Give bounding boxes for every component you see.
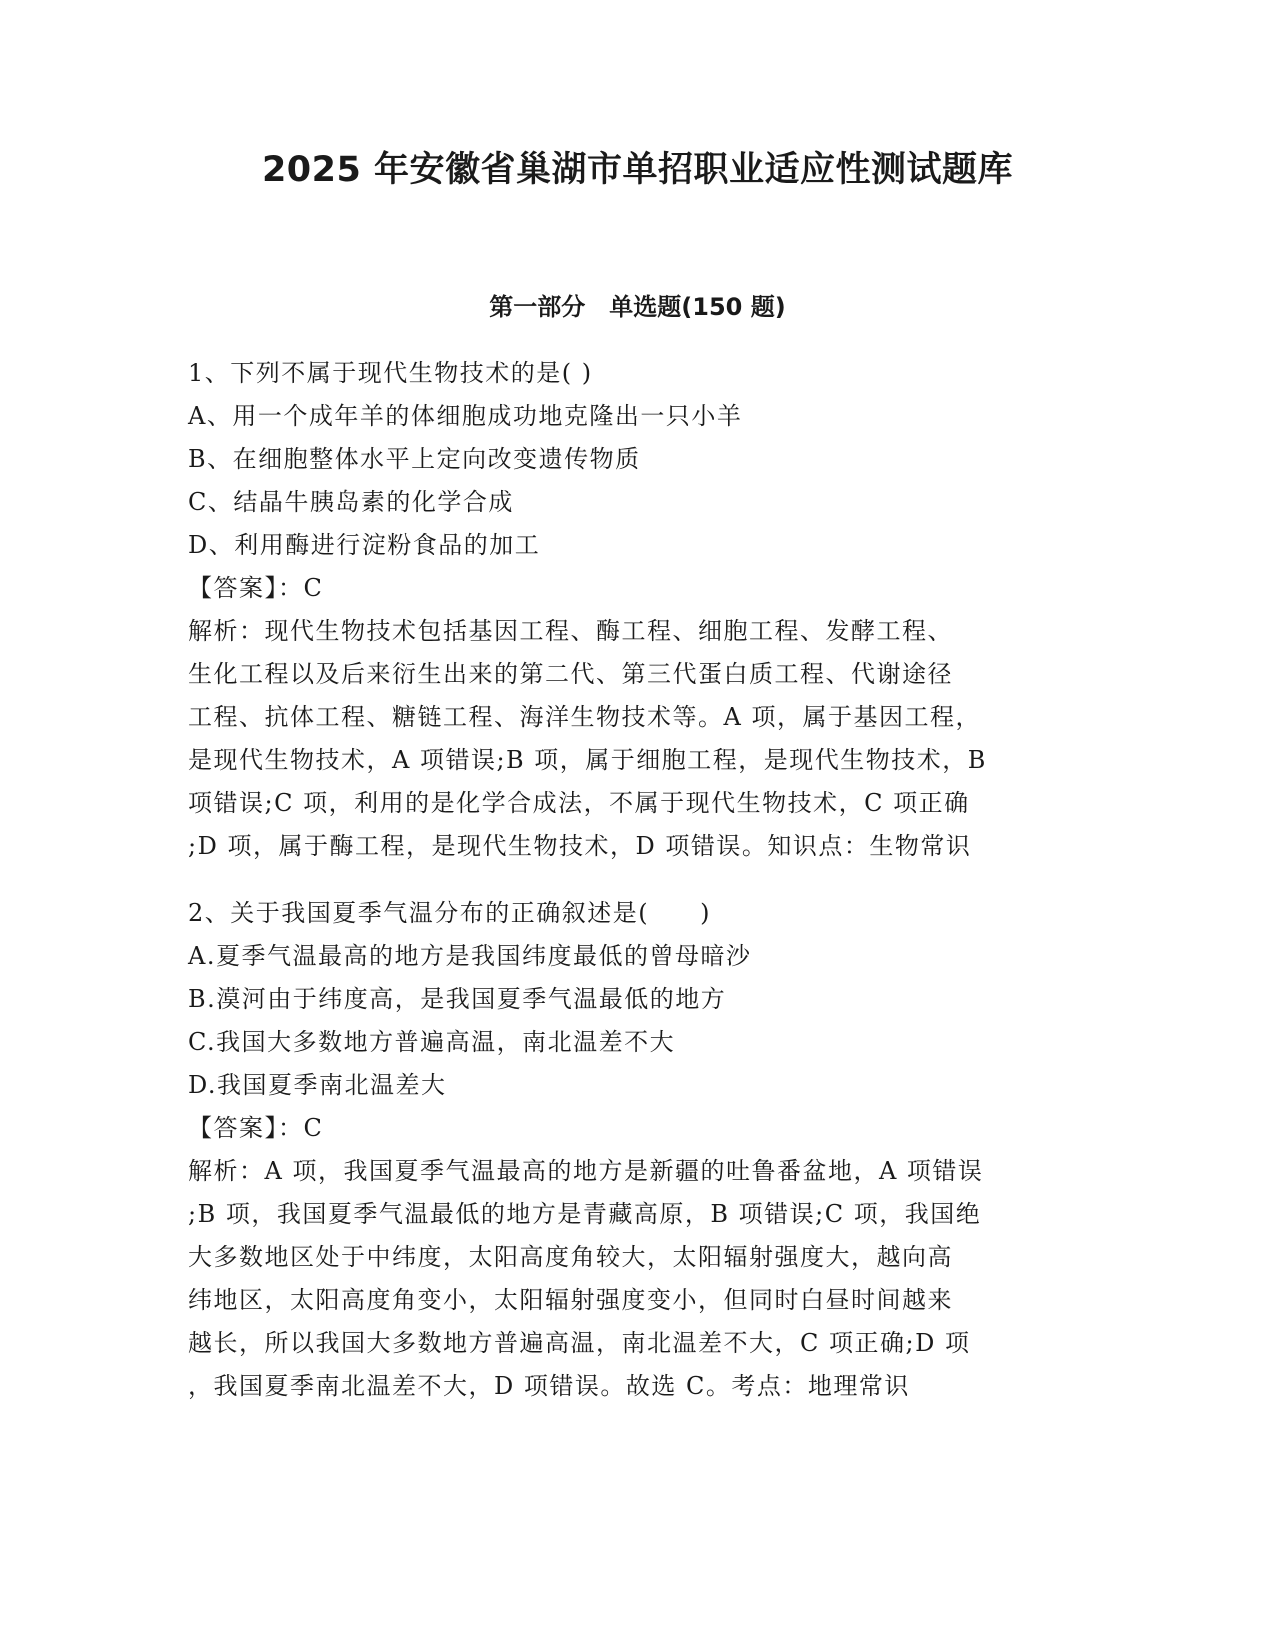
answer-line: 【答案】：C: [188, 1114, 324, 1142]
option-c: C.我国大多数地方普遍高温，南北温差不大: [188, 1028, 676, 1056]
explanation-line: ，我国夏季南北温差不大，D 项错误。故选 C。考点：地理常识: [188, 1372, 910, 1400]
explanation-line: 项错误;C 项，利用的是化学合成法，不属于现代生物技术，C 项正确: [188, 789, 970, 817]
document-title: 2025 年安徽省巢湖市单招职业适应性测试题库: [261, 150, 1014, 190]
explanation: [188, 610, 1068, 868]
option-c: C、结晶牛胰岛素的化学合成: [188, 488, 514, 516]
option-b: B、在细胞整体水平上定向改变遗传物质: [188, 445, 641, 473]
option-d: D.我国夏季南北温差大: [188, 1071, 447, 1099]
option-a: A.夏季气温最高的地方是我国纬度最低的曾母暗沙: [188, 942, 752, 970]
explanation-line: 解析：A 项，我国夏季气温最高的地方是新疆的吐鲁番盆地，A 项错误: [188, 1157, 984, 1185]
question-1: [188, 352, 1068, 868]
explanation-line: 越长，所以我国大多数地方普遍高温，南北温差不大，C 项正确;D 项: [188, 1329, 971, 1357]
explanation-line: 纬地区，太阳高度角变小，太阳辐射强度变小，但同时白昼时间越来: [188, 1286, 953, 1314]
explanation-line: 大多数地区处于中纬度，太阳高度角较大，太阳辐射强度大，越向高: [188, 1243, 953, 1271]
explanation-line: ;B 项，我国夏季气温最低的地方是青藏高原，B 项错误;C 项，我国绝: [188, 1200, 982, 1228]
question-stem: 1、下列不属于现代生物技术的是( ): [188, 359, 593, 387]
explanation-line: 生化工程以及后来衍生出来的第二代、第三代蛋白质工程、代谢途径: [188, 660, 953, 688]
explanation-line: 解析：现代生物技术包括基因工程、酶工程、细胞工程、发酵工程、: [188, 617, 953, 645]
option-d: D、利用酶进行淀粉食品的加工: [188, 531, 541, 559]
explanation-line: 工程、抗体工程、糖链工程、海洋生物技术等。A 项，属于基因工程，: [188, 703, 981, 731]
explanation-line: ;D 项，属于酶工程，是现代生物技术，D 项错误。知识点：生物常识: [188, 832, 972, 860]
explanation: [188, 1150, 1068, 1408]
explanation-line: 是现代生物技术，A 项错误;B 项，属于细胞工程，是现代生物技术，B: [188, 746, 987, 774]
option-b: B.漠河由于纬度高，是我国夏季气温最低的地方: [188, 985, 727, 1013]
question-2: [188, 892, 1068, 1408]
question-stem: 2、关于我国夏季气温分布的正确叙述是( ): [188, 899, 711, 927]
answer-line: 【答案】：C: [188, 574, 324, 602]
section-title: 第一部分 单选题(150 题): [489, 293, 786, 321]
option-a: A、用一个成年羊的体细胞成功地克隆出一只小羊: [188, 402, 743, 430]
